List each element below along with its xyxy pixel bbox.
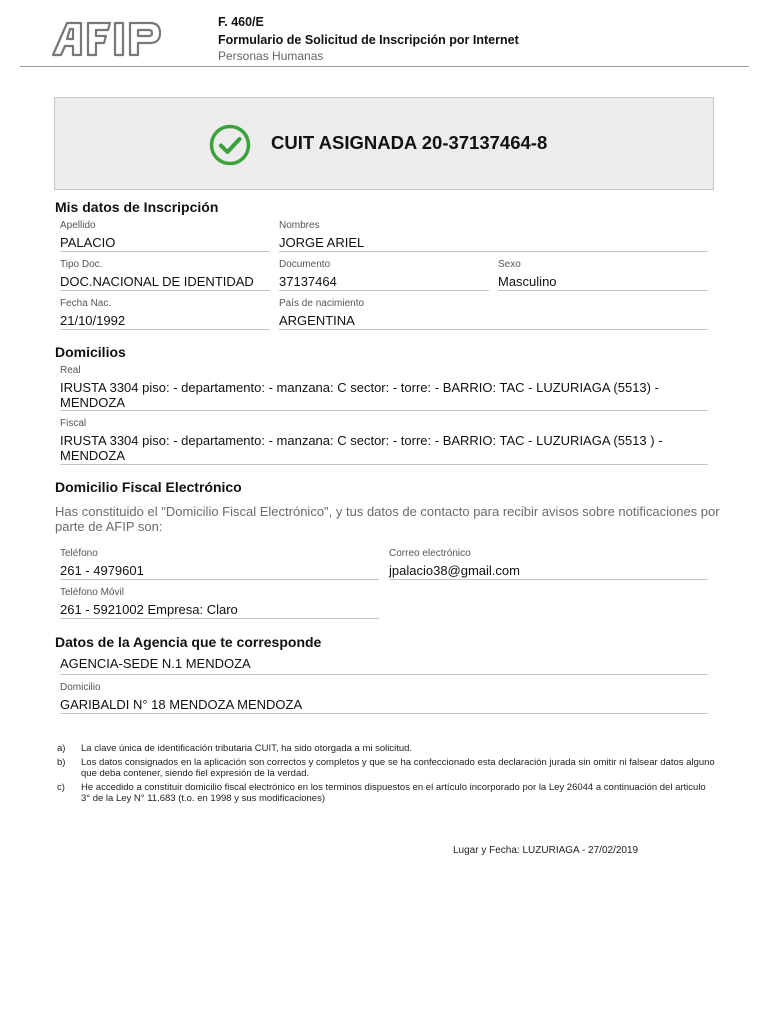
field-value: 21/10/1992: [60, 313, 126, 328]
field-nombres: [279, 220, 708, 252]
place-and-date: Lugar y Fecha: LUZURIAGA - 27/02/2019: [453, 845, 639, 856]
cuit-assigned-text: CUIT ASIGNADA 20-37137464-8: [271, 132, 548, 153]
field-label: Fecha Nac.: [60, 298, 112, 309]
field-label: Domicilio: [60, 682, 101, 693]
field-value: PALACIO: [60, 235, 116, 250]
field-value: ARGENTINA: [279, 313, 355, 328]
field-telefono: [60, 548, 379, 580]
field-label: Fiscal: [60, 418, 87, 429]
field-domicilio-real: [60, 365, 708, 411]
field-value: AGENCIA-SEDE N.1 MENDOZA: [60, 656, 251, 671]
field-label: Correo electrónico: [389, 548, 471, 559]
field-documento: [279, 259, 489, 291]
field-value: jpalacio38@gmail.com: [389, 563, 520, 578]
note-marker: c): [57, 782, 65, 793]
field-apellido: [60, 220, 270, 252]
section-title-domicilios: Domicilios: [55, 344, 126, 360]
field-tipo-doc: [60, 259, 270, 291]
note-text: He accedido a constituir domicilio fiscal electrónico en los terminos dispuestos en el artículo incorporado por la Ley 26044 a continuación del articulo 3° de la Ley N° 11.683 (t.o. en 1998 y sus modificaciones): [81, 782, 706, 804]
afip-logo: [50, 20, 180, 58]
note-item: [57, 743, 717, 754]
form-title: Formulario de Solicitud de Inscripción por Internet: [218, 33, 519, 47]
note-marker: a): [57, 743, 66, 754]
field-label: Teléfono: [60, 548, 98, 559]
field-domicilio-fiscal: [60, 418, 708, 465]
section-title-domicilio-electronico: Domicilio Fiscal Electrónico: [55, 479, 242, 495]
field-label: Teléfono Móvil: [60, 587, 124, 598]
field-correo: [389, 548, 708, 580]
field-agencia-domicilio: [60, 682, 708, 714]
field-label: Tipo Doc.: [60, 259, 103, 270]
field-label: País de nacimiento: [279, 298, 365, 309]
field-label: Nombres: [279, 220, 320, 231]
field-label: Real: [60, 365, 81, 376]
field-value: 261 - 4979601: [60, 563, 144, 578]
form-subtitle: Personas Humanas: [218, 49, 324, 63]
field-value: 37137464: [279, 274, 337, 289]
field-agencia-nombre: [60, 653, 708, 675]
note-item: [57, 782, 717, 804]
check-circle-icon: [209, 124, 251, 166]
field-value: GARIBALDI N° 18 MENDOZA MENDOZA: [60, 697, 303, 712]
field-pais-nacimiento: [279, 298, 708, 330]
field-label: Sexo: [498, 259, 521, 270]
field-value: Masculino: [498, 274, 557, 289]
form-code: F. 460/E: [218, 15, 264, 29]
note-text: La clave única de identificación tributaria CUIT, ha sido otorgada a mi solicitud.: [81, 743, 413, 754]
note-item: [57, 757, 717, 779]
field-label: Apellido: [60, 220, 96, 231]
note-marker: b): [57, 757, 66, 768]
field-label: Documento: [279, 259, 331, 270]
field-value: DOC.NACIONAL DE IDENTIDAD: [60, 274, 254, 289]
header-divider: [20, 66, 749, 67]
field-value: IRUSTA 3304 piso: - departamento: - manzana: C sector: - torre: - BARRIO: TAC - LUZURIAGA (5513) - MENDOZA: [60, 380, 659, 410]
field-telefono-movil: [60, 587, 379, 619]
field-value: 261 - 5921002 Empresa: Claro: [60, 602, 238, 617]
field-fecha-nac: [60, 298, 270, 330]
field-sexo: [498, 259, 708, 291]
section-title-agencia: Datos de la Agencia que te corresponde: [55, 634, 322, 650]
note-text: Los datos consignados en la aplicación son correctos y completos y que se ha confeccionado esta declaración jurada sin omitir ni falsear datos alguno que deba contener, siendo fiel expresión de la verdad.: [81, 757, 715, 779]
section-title-inscripcion: Mis datos de Inscripción: [55, 199, 219, 215]
electronico-intro: Has constituido el "Domicilio Fiscal Electrónico", y tus datos de contacto para recibir avisos sobre notificaciones por parte de AFIP son:: [55, 504, 720, 534]
field-value: JORGE ARIEL: [279, 235, 365, 250]
declaration-notes: [57, 743, 717, 807]
field-value: IRUSTA 3304 piso: - departamento: - manzana: C sector: - torre: - BARRIO: TAC - LUZURIAGA (5513 ) - MENDOZA: [60, 433, 663, 463]
